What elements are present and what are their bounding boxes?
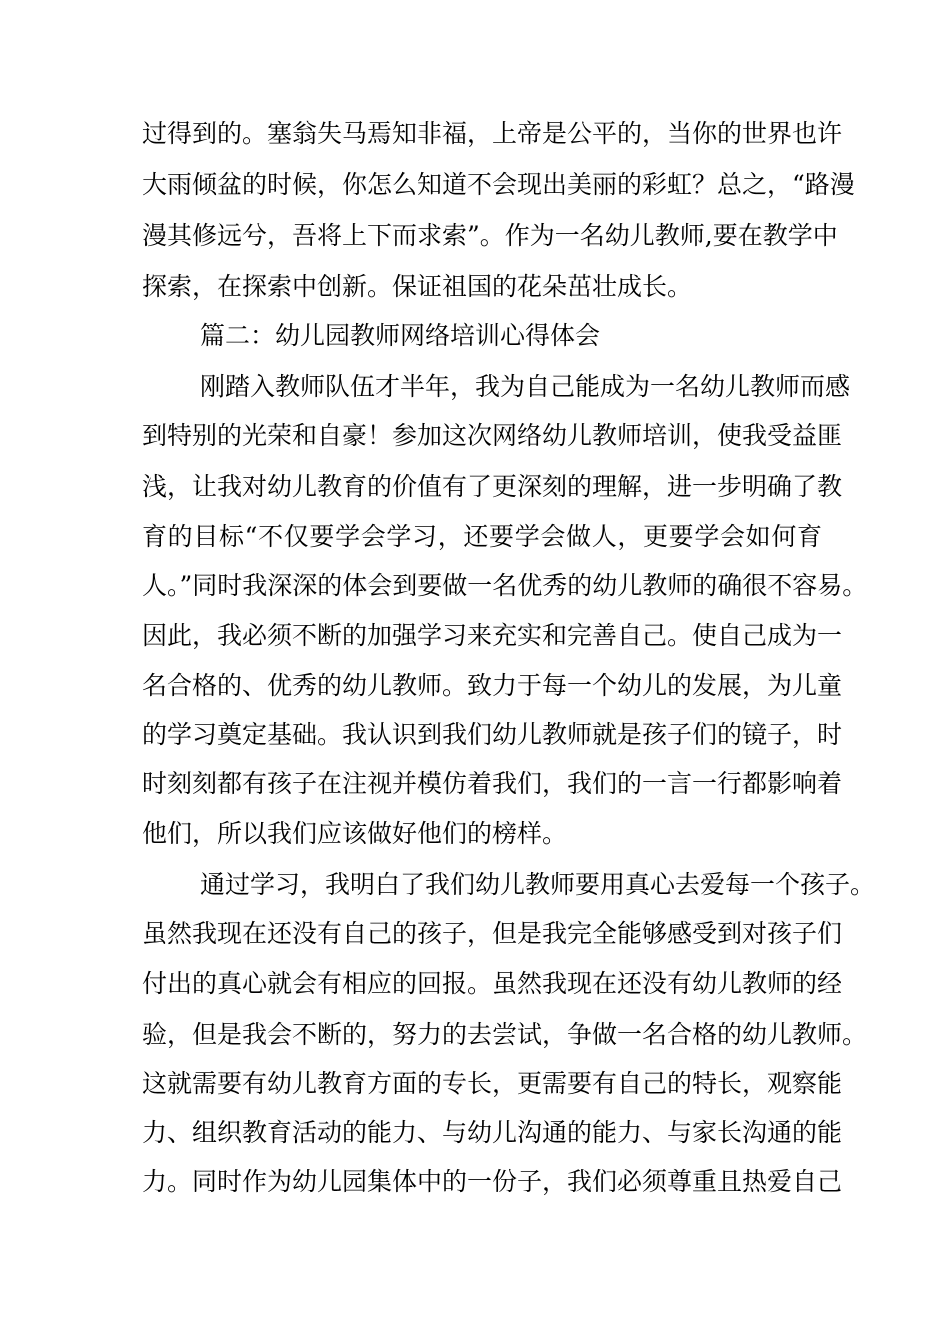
text-line: 漫其修远兮，吾将上下而求索”。作为一名幼儿教师,要在教学中: [142, 221, 838, 250]
text-line: 因此，我必须不断的加强学习来充实和完善自己。使自己成为一: [142, 621, 843, 650]
text-line: 虽然我现在还没有自己的孩子，但是我完全能够感受到对孩子们: [142, 919, 843, 948]
text-line: 育的目标“不仅要学会学习，还要学会做人，更要学会如何育: [142, 522, 822, 551]
text-line: 的学习奠定基础。我认识到我们幼儿教师就是孩子们的镜子，时: [142, 720, 843, 749]
section-heading: 篇二：幼儿园教师网络培训心得体会: [200, 321, 601, 350]
text-line: 刚踏入教师队伍才半年，我为自己能成为一名幼儿教师而感: [200, 372, 851, 401]
text-line: 他们，所以我们应该做好他们的榜样。: [142, 819, 568, 848]
text-line: 大雨倾盆的时候，你怎么知道不会现出美丽的彩虹？总之，“路漫: [142, 170, 855, 199]
text-line: 到特别的光荣和自豪！参加这次网络幼儿教师培训，使我受益匪: [142, 421, 843, 450]
text-line: 浅，让我对幼儿教育的价值有了更深刻的理解，进一步明确了教: [142, 472, 843, 501]
text-line: 过得到的。塞翁失马焉知非福，上帝是公平的，当你的世界也许: [142, 119, 843, 148]
text-line: 名合格的、优秀的幼儿教师。致力于每一个幼儿的发展，为儿童: [142, 671, 843, 700]
text-line: 这就需要有幼儿教育方面的专长，更需要有自己的特长，观察能: [142, 1069, 843, 1098]
text-line: 验，但是我会不断的，努力的去尝试，争做一名合格的幼儿教师。: [142, 1020, 868, 1049]
text-line: 付出的真心就会有相应的回报。虽然我现在还没有幼儿教师的经: [142, 969, 843, 998]
text-line: 通过学习，我明白了我们幼儿教师要用真心去爱每一个孩子。: [200, 870, 876, 899]
text-line: 时刻刻都有孩子在注视并模仿着我们，我们的一言一行都影响着: [142, 769, 843, 798]
text-line: 力、组织教育活动的能力、与幼儿沟通的能力、与家长沟通的能: [142, 1118, 843, 1147]
text-line: 探索，在探索中创新。保证祖国的花朵茁壮成长。: [142, 272, 693, 301]
text-line: 力。同时作为幼儿园集体中的一份子，我们必须尊重且热爱自己: [142, 1167, 843, 1196]
text-line: 人。”同时我深深的体会到要做一名优秀的幼儿教师的确很不容易。: [142, 571, 868, 600]
